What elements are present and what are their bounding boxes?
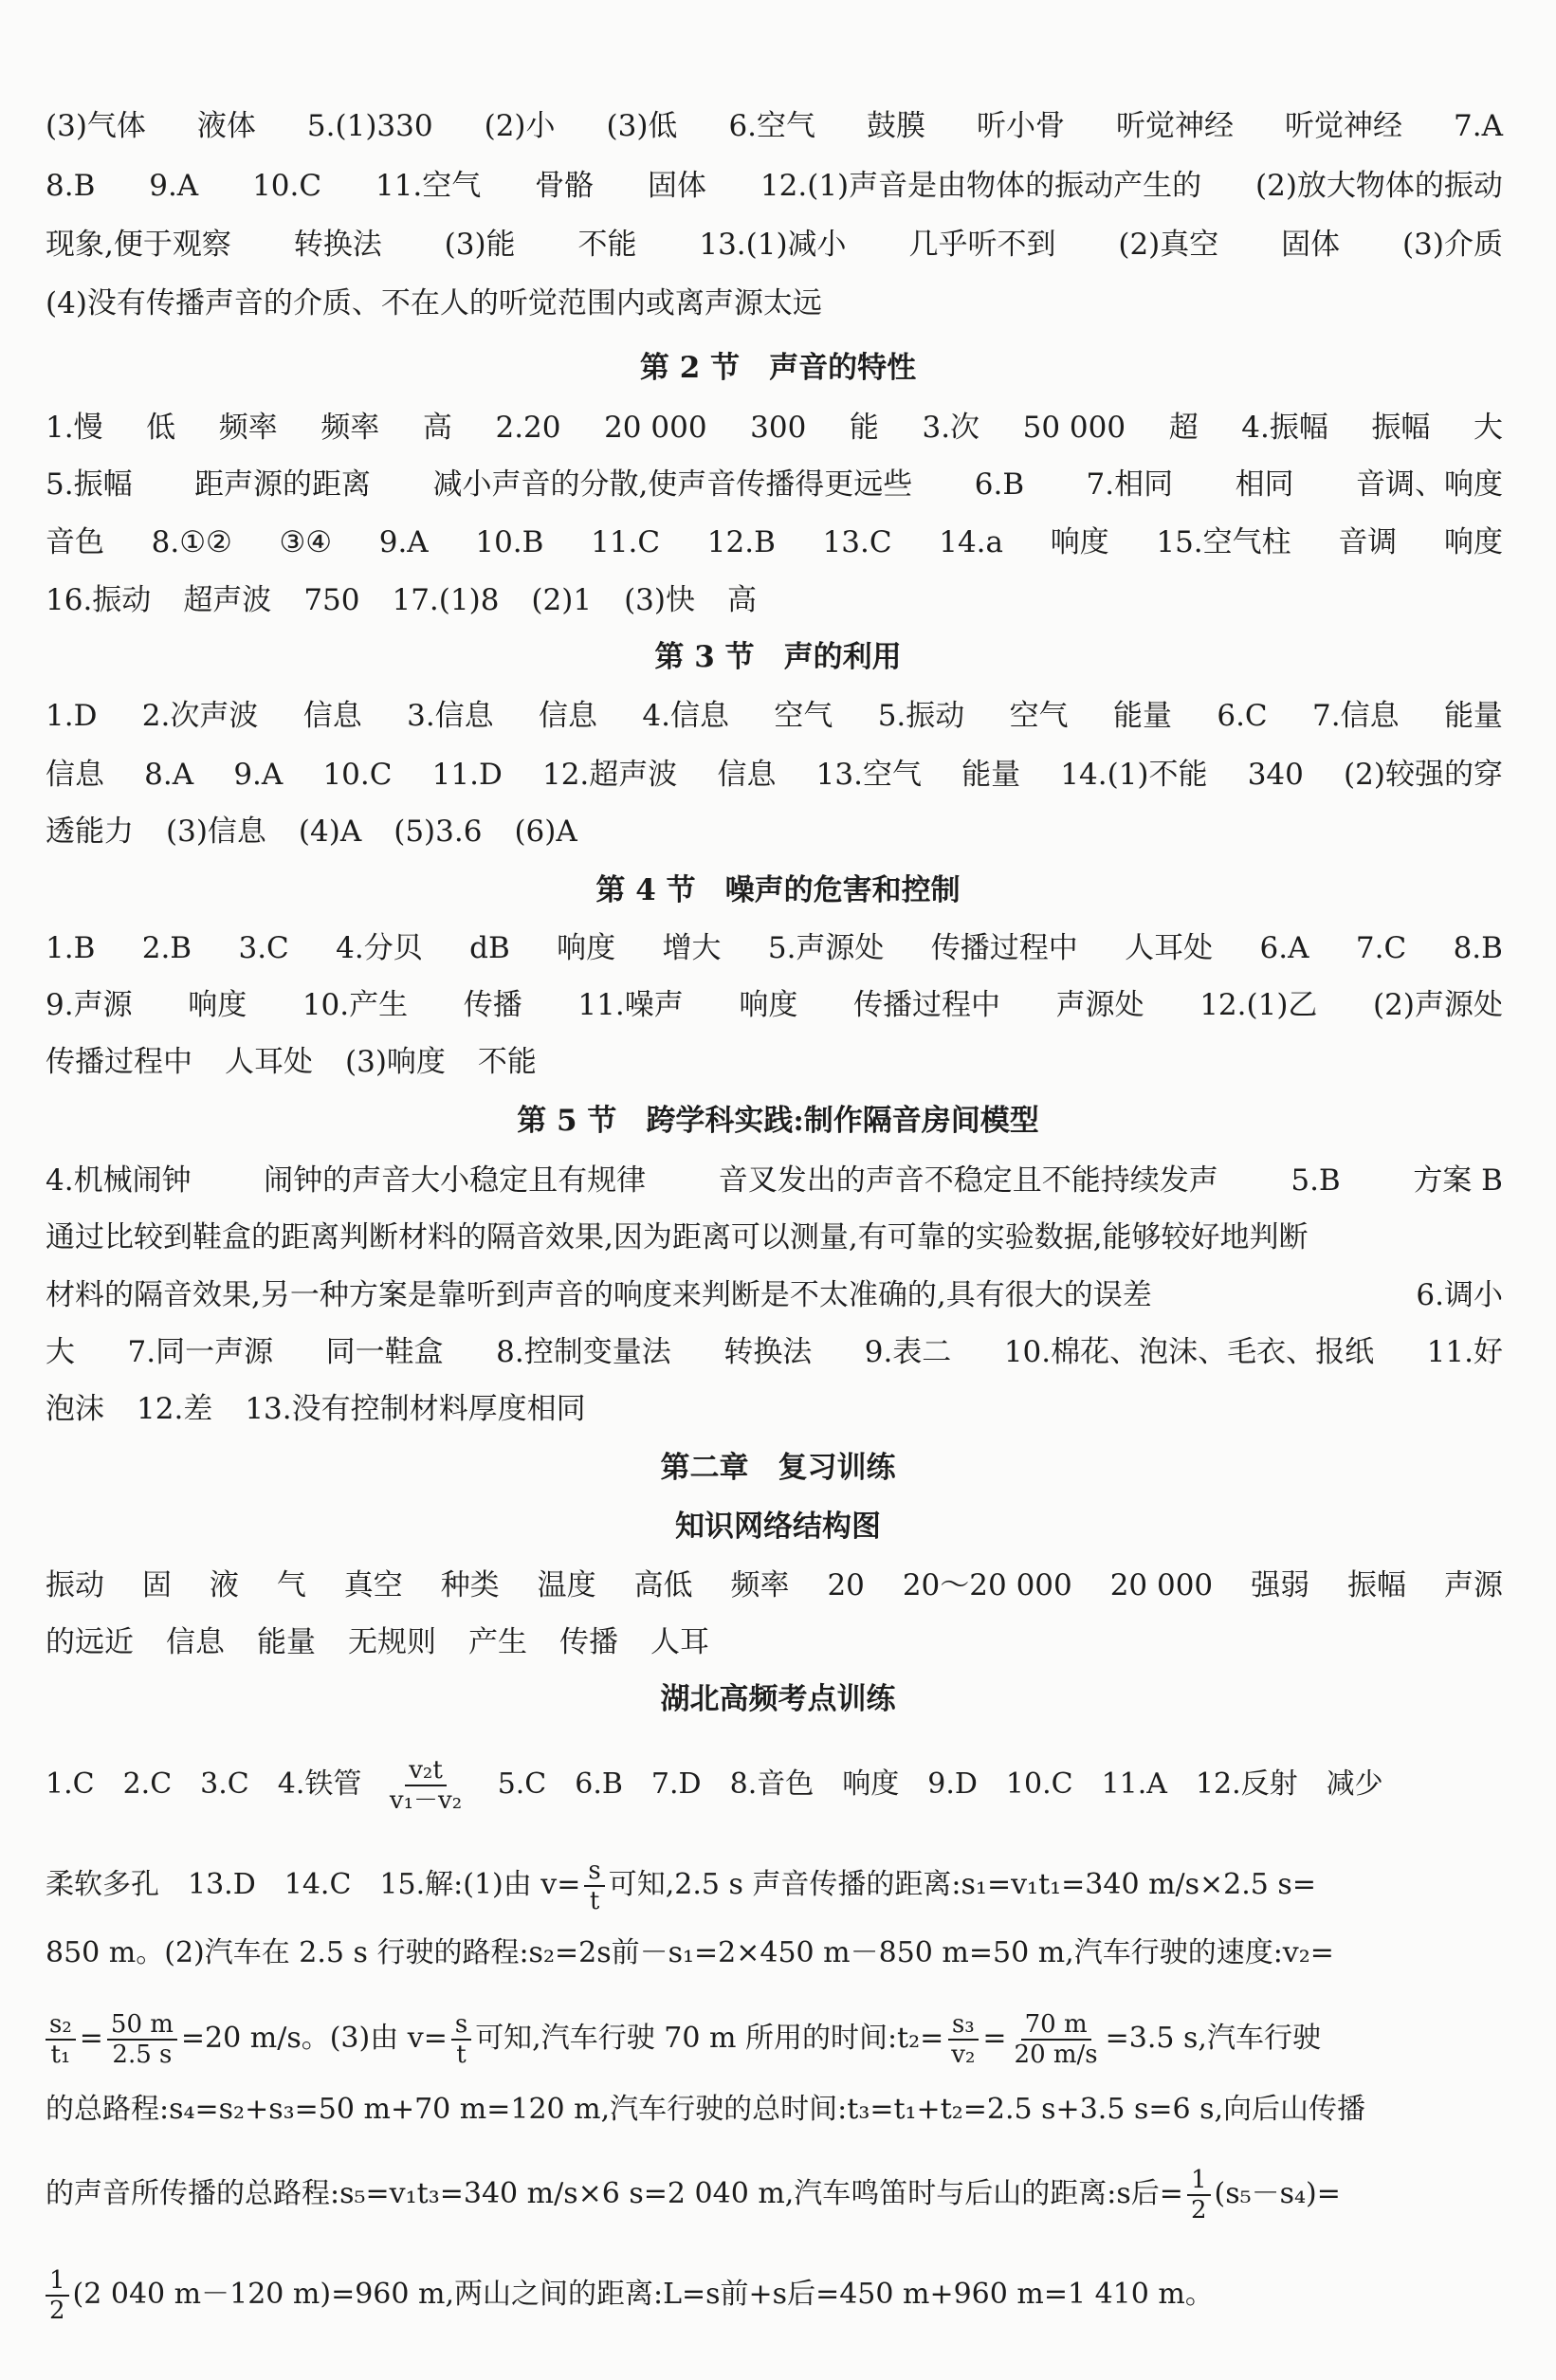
text-token: 12.超声波	[541, 758, 678, 792]
text-token: 信息	[539, 699, 598, 733]
text-token: 转换法	[293, 228, 382, 262]
text-line	[46, 2166, 1503, 2224]
text-token: 11.好	[1426, 1335, 1503, 1369]
text-token: 传播	[559, 1625, 618, 1659]
text-token: 15.空气柱	[1156, 525, 1291, 559]
text-token: 7.信息	[1312, 699, 1400, 733]
text-token: 几乎听不到	[908, 228, 1056, 262]
fraction-denominator: 20 m/s	[1014, 2041, 1098, 2069]
fraction	[46, 2266, 69, 2325]
text-token: 闹钟的声音大小稳定且有规律	[264, 1163, 647, 1198]
text-token: 频率	[730, 1568, 790, 1602]
text-token: 听小骨	[977, 109, 1066, 143]
text-token: 8.A	[144, 758, 194, 792]
fraction-numerator: 70 m	[1021, 2010, 1091, 2041]
text-token: 低	[146, 411, 176, 445]
text-token: 7.C	[1355, 931, 1407, 965]
fraction-denominator: 2	[1190, 2196, 1207, 2224]
text-token: 17.(1)8	[392, 583, 500, 617]
text-token: 12.B	[706, 525, 776, 559]
answers-part: 1.C 2.C 3.C 4.铁管	[46, 1767, 362, 1801]
text-token: 信息	[166, 1625, 225, 1659]
text-token: 20	[827, 1568, 865, 1602]
text-token: (2)1	[531, 583, 593, 617]
text-line	[46, 167, 1503, 205]
text-token: 种类	[440, 1568, 500, 1602]
text-token: 人耳	[650, 1625, 709, 1659]
text-token: 液	[209, 1568, 239, 1602]
text-token: 转换法	[723, 1335, 813, 1369]
text-line	[46, 1623, 1503, 1661]
text-token: 4.分贝	[336, 931, 423, 965]
text-token: 14.(1)不能	[1060, 758, 1208, 792]
text-token: 音色	[46, 525, 104, 559]
text-token: 340	[1247, 758, 1304, 792]
text-token: 12.差	[137, 1392, 213, 1426]
text-line	[46, 1857, 1503, 1915]
text-token: 3.信息	[407, 699, 494, 733]
fraction	[1187, 2166, 1211, 2224]
text-token: 16.振动	[46, 583, 152, 617]
text-token: 音调	[1338, 525, 1398, 559]
text-token: 信息	[302, 699, 362, 733]
text-token: (2)真空	[1118, 228, 1219, 262]
text-token: 12.(1)乙	[1199, 988, 1318, 1022]
text-token: (2)小	[484, 109, 556, 143]
text-token: 不能	[577, 228, 637, 262]
fraction-denominator: 2	[49, 2297, 65, 2325]
text-part: 的声音所传播的总路程:s₅=v₁t₃=340 m/s×6 s=2 040 m,汽车鸣笛时与后山的距离:s后=	[46, 2177, 1183, 2210]
fraction-denominator: t	[456, 2041, 467, 2069]
text-token: 14.a	[939, 525, 1004, 559]
text-token: dB	[469, 931, 510, 965]
fraction-numerator: s	[451, 2010, 471, 2041]
text-token: (3)气体	[46, 109, 146, 143]
text-token: 9.表二	[864, 1335, 952, 1369]
text-line: 的总路程:s₄=s₂+s₃=50 m+70 m=120 m,汽车行驶的总时间:t₃=t₁+t₂=2.5 s+3.5 s=6 s,向后山传播	[46, 2093, 1366, 2126]
text-token: 13.C	[822, 525, 892, 559]
text-part: (s₅－s₄)=	[1214, 2177, 1341, 2210]
text-token: 750	[303, 583, 360, 617]
fraction	[947, 2010, 979, 2069]
text-token: (2)放大物体的振动	[1255, 169, 1503, 203]
text-line	[46, 1276, 1503, 1314]
text-token: 4.信息	[642, 699, 729, 733]
fraction-numerator: 1	[46, 2266, 69, 2297]
text-token: 8.①②	[151, 525, 232, 559]
text-token: 5.振动	[877, 699, 965, 733]
text-line: $\frac{\text{s₂}}{\text{t₁}}$ = $\frac{50 m}{2.5 s}$ =20 m/s。(3)由 v= $\frac{s}{t}$ 可知,汽车行驶 70 m 所用的时间:t₂= $\frac{\text{s₃}}{\text{v₂}}$ = $\frac{70 m}{20 m/s}$ =3.5 s,汽车行驶	[46, 2010, 1503, 2069]
text-token: 空气	[1009, 699, 1069, 733]
text-token: 6.A	[1259, 931, 1309, 965]
text-token: 传播	[463, 988, 522, 1022]
text-token: 透能力	[46, 815, 134, 849]
text-token: 能量	[1112, 699, 1172, 733]
text-token: 同一鞋盒	[325, 1335, 444, 1369]
text-token: (5)3.6	[394, 815, 483, 849]
fraction	[46, 2010, 76, 2069]
text-token: 4.机械闹钟	[46, 1163, 192, 1198]
text-part: 可知,2.5 s 声音传播的距离:s₁=v₁t₁=340 m/s×2.5 s=	[608, 1868, 1316, 1901]
text-line	[46, 581, 1503, 619]
text-token: 通过比较到鞋盒的距离判断材料的隔音效果,因为距离可以测量,有可靠的实验数据,能够较好地判断	[46, 1220, 1309, 1254]
text-token: 12.(1)声音是由物体的振动产生的	[760, 169, 1202, 203]
text-token: 骨骼	[535, 169, 595, 203]
text-line	[46, 756, 1503, 794]
fraction-numerator: s	[584, 1857, 604, 1887]
fraction-numerator: s₃	[948, 2010, 979, 2041]
text-token: 8.B	[1453, 931, 1503, 965]
answers-part: 5.C 6.B 7.D 8.音色 响度 9.D 10.C 11.A 12.反射 减少	[497, 1767, 1383, 1801]
text-token: 13.空气	[815, 758, 922, 792]
fraction-numerator: s₂	[46, 2010, 76, 2041]
text-token: 空气	[774, 699, 833, 733]
text-token: 响度	[557, 931, 616, 965]
text-line	[46, 813, 1503, 851]
text-line	[46, 284, 1503, 322]
text-token: (3)介质	[1402, 228, 1503, 262]
section-title: 第 4 节 噪声的危害和控制	[595, 873, 961, 907]
text-line	[46, 466, 1503, 503]
text-token: 音叉发出的声音不稳定且不能持续发声	[718, 1163, 1218, 1198]
text-line	[46, 1390, 1503, 1428]
text-token: (3)低	[606, 109, 678, 143]
text-token: 增大	[662, 931, 722, 965]
text-token: 能量	[1443, 699, 1503, 733]
text-line	[46, 1218, 1503, 1256]
text-token: 响度	[1050, 525, 1109, 559]
text-token: (3)信息	[166, 815, 266, 849]
text-line	[46, 2266, 1503, 2325]
text-token: 固体	[648, 169, 707, 203]
fraction	[451, 2010, 471, 2069]
text-token: 温度	[537, 1568, 596, 1602]
text-token: 方案 B	[1413, 1163, 1503, 1198]
subsection-title: 知识网络结构图	[675, 1510, 881, 1544]
text-token: (3)能	[444, 228, 516, 262]
text-token: 超声波	[183, 583, 272, 617]
text-token: 频率	[218, 411, 278, 445]
text-line	[46, 1162, 1503, 1199]
text-token: 6.空气	[728, 109, 816, 143]
text-token: 相同	[1235, 467, 1294, 502]
text-token: 6.C	[1217, 699, 1268, 733]
text-token: 1.慢	[46, 411, 103, 445]
text-token: 2.次声波	[141, 699, 259, 733]
fraction	[386, 1756, 466, 1815]
fraction	[107, 2010, 177, 2069]
text-line	[46, 107, 1503, 145]
text-token: 不能	[477, 1045, 537, 1079]
text-token: 距声源的距离	[194, 467, 372, 502]
text-part: 柔软多孔 13.D 14.C 15.解:(1)由 v=	[46, 1868, 581, 1901]
text-part: =3.5 s,汽车行驶	[1105, 2022, 1321, 2055]
text-token: 5.声源处	[767, 931, 885, 965]
text-token: 7.相同	[1086, 467, 1174, 502]
text-token: 高低	[633, 1568, 693, 1602]
text-token: 11.噪声	[577, 988, 684, 1022]
subsection-title: 湖北高频考点训练	[660, 1682, 896, 1716]
text-token: 10.棉花、泡沫、毛衣、报纸	[1003, 1335, 1375, 1369]
chapter-title: 第二章 复习训练	[660, 1451, 896, 1485]
text-line	[46, 1756, 1503, 1815]
text-token: 泡沫	[46, 1392, 104, 1426]
text-token: 气	[276, 1568, 306, 1602]
text-token: 高	[422, 411, 452, 445]
text-token: 振动	[46, 1568, 104, 1602]
text-token: 20 000	[604, 411, 707, 445]
text-token: 7.A	[1454, 109, 1503, 143]
text-line	[46, 986, 1503, 1024]
text-token: 能	[849, 411, 879, 445]
text-token: 强弱	[1251, 1568, 1310, 1602]
text-token: 信息	[46, 758, 104, 792]
section-title: 第 2 节 声音的特性	[639, 351, 917, 385]
text-token: 8.B	[46, 169, 96, 203]
text-token: 9.A	[149, 169, 199, 203]
text-token: 听觉神经	[1285, 109, 1403, 143]
text-token: 20～20 000	[902, 1568, 1072, 1602]
text-token: 振幅	[1371, 411, 1431, 445]
text-token: 9.声源	[46, 988, 133, 1022]
text-token: (6)A	[514, 815, 577, 849]
text-token: 无规则	[348, 1625, 436, 1659]
text-token: 9.A	[378, 525, 429, 559]
text-token: 能量	[257, 1625, 316, 1659]
fraction-denominator: v₁－v₂	[389, 1786, 463, 1815]
text-token: 50 000	[1022, 411, 1126, 445]
fraction-numerator: v₂t	[405, 1756, 447, 1786]
text-token: 信息	[717, 758, 777, 792]
text-token: 的远近	[46, 1625, 134, 1659]
text-token: (4)A	[298, 815, 362, 849]
text-token: 固体	[1281, 228, 1341, 262]
text-token: 频率	[320, 411, 380, 445]
text-line	[46, 1043, 1503, 1081]
text-token: 高	[726, 583, 757, 617]
text-token: 产生	[468, 1625, 527, 1659]
text-token: 真空	[343, 1568, 403, 1602]
text-token: 传播过程中	[930, 931, 1078, 965]
fraction-denominator: t₁	[50, 2041, 71, 2069]
text-part: 可知,汽车行驶 70 m 所用的时间:t₂=	[475, 2022, 944, 2055]
fraction-denominator: t	[589, 1887, 600, 1915]
text-token: 传播过程中	[852, 988, 1000, 1022]
text-token: 响度	[739, 988, 798, 1022]
text-line: 850 m。(2)汽车在 2.5 s 行驶的路程:s₂=2s前－s₁=2×450 m－850 m=50 m,汽车行驶的速度:v₂=	[46, 1936, 1334, 1969]
text-token: 人耳处	[1125, 931, 1214, 965]
text-token: 10.B	[475, 525, 544, 559]
text-token: 液体	[196, 109, 256, 143]
text-token: 6.调小	[1416, 1278, 1503, 1312]
text-token: 固	[141, 1568, 172, 1602]
text-line	[46, 697, 1503, 735]
text-token: 8.控制变量法	[496, 1335, 671, 1369]
text-token: 响度	[1443, 525, 1503, 559]
text-token: 10.C	[322, 758, 393, 792]
text-token: 材料的隔音效果,另一种方案是靠听到声音的响度来判断是不太准确的,具有很大的误差	[46, 1278, 1152, 1312]
text-token: 1.D	[46, 699, 98, 733]
text-line	[46, 226, 1503, 264]
text-token: 11.空气	[375, 169, 482, 203]
text-line	[46, 523, 1503, 561]
text-token: 2.20	[495, 411, 561, 445]
text-token: (2)声源处	[1373, 988, 1503, 1022]
text-token: (4)没有传播声音的介质、不在人的听觉范围内或离声源太远	[46, 286, 822, 320]
text-token: 大	[1474, 411, 1503, 445]
text-token: 现象,便于观察	[46, 228, 231, 262]
text-line	[46, 1333, 1503, 1371]
text-token: 20 000	[1109, 1568, 1214, 1602]
fraction-numerator: 1	[1187, 2166, 1211, 2196]
text-token: 5.振幅	[46, 467, 133, 502]
text-token: 人耳处	[225, 1045, 313, 1079]
text-token: ③④	[279, 525, 333, 559]
text-token: 7.同一声源	[127, 1335, 274, 1369]
fraction	[584, 1857, 604, 1915]
fraction	[1011, 2010, 1102, 2069]
text-token: 5.B	[1291, 1163, 1341, 1198]
text-token: (3)响度	[345, 1045, 446, 1079]
text-line	[46, 1566, 1503, 1604]
text-token: 振幅	[1347, 1568, 1407, 1602]
text-token: 3.次	[922, 411, 980, 445]
text-token: 传播过程中	[46, 1045, 192, 1079]
text-token: 3.C	[238, 931, 289, 965]
text-token: 超	[1168, 411, 1199, 445]
text-token: 9.A	[233, 758, 284, 792]
fraction-numerator: 50 m	[107, 2010, 177, 2041]
text-part: =20 m/s。(3)由 v=	[180, 2022, 448, 2055]
fraction-denominator: v₂	[951, 2041, 976, 2069]
text-token: (3)快	[624, 583, 695, 617]
text-token: 音调、响度	[1356, 467, 1503, 502]
text-token: 1.B	[46, 931, 96, 965]
section-title: 第 3 节 声的利用	[654, 640, 902, 674]
text-token: 减小声音的分散,使声音传播得更远些	[432, 467, 913, 502]
text-token: 听觉神经	[1116, 109, 1235, 143]
text-token: 5.(1)330	[306, 109, 433, 143]
text-token: (2)较强的穿	[1344, 758, 1503, 792]
text-line	[46, 929, 1503, 967]
text-line	[46, 409, 1503, 447]
text-token: 13.(1)减小	[699, 228, 847, 262]
text-part: (2 040 m－120 m)=960 m,两山之间的距离:L=s前+s后=450 m+960 m=1 410 m。	[72, 2278, 1214, 2311]
text-token: 声源处	[1055, 988, 1144, 1022]
text-token: 4.振幅	[1241, 411, 1328, 445]
text-token: 能量	[961, 758, 1021, 792]
section-title: 第 5 节 跨学科实践:制作隔音房间模型	[517, 1104, 1039, 1138]
text-token: 2.B	[141, 931, 192, 965]
text-token: 300	[750, 411, 807, 445]
text-token: 鼓膜	[867, 109, 926, 143]
text-token: 11.D	[431, 758, 503, 792]
text-token: 6.B	[974, 467, 1025, 502]
text-token: 13.没有控制材料厚度相同	[245, 1392, 586, 1426]
text-token: 声源	[1443, 1568, 1503, 1602]
text-token: 大	[46, 1335, 75, 1369]
text-token: 11.C	[591, 525, 661, 559]
text-token: 10.产生	[302, 988, 409, 1022]
fraction-denominator: 2.5 s	[112, 2041, 173, 2069]
text-token: 10.C	[252, 169, 322, 203]
text-token: 响度	[188, 988, 247, 1022]
